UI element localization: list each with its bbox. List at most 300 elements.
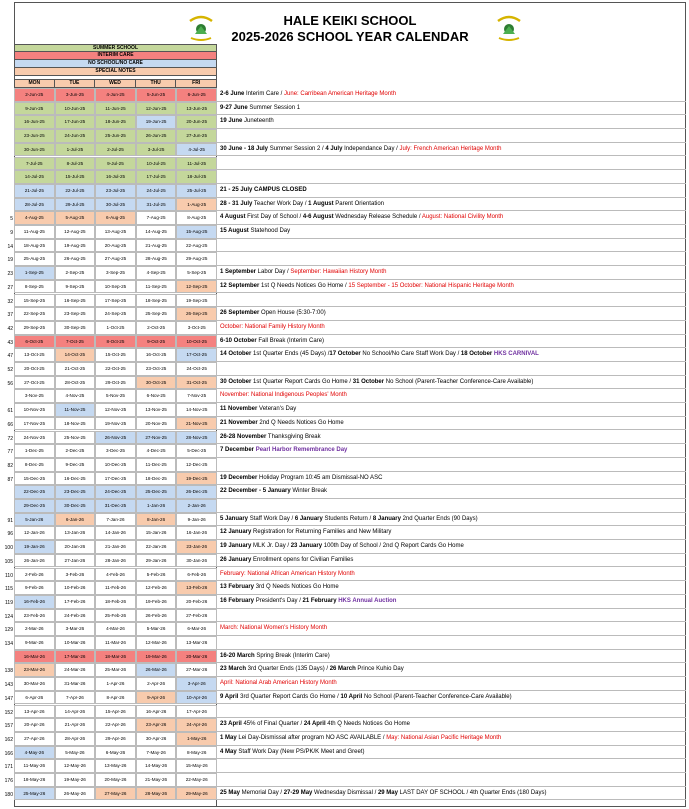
legend-item: NO SCHOOL/NO CARE bbox=[14, 60, 217, 68]
date-cell: 17-Feb-26 bbox=[55, 595, 96, 609]
date-cell: 3-Sep-25 bbox=[95, 266, 136, 280]
note-segment: 21 February bbox=[302, 597, 339, 604]
date-cell: 8-Aug-25 bbox=[176, 211, 217, 225]
date-cell: 1-May-26 bbox=[176, 732, 217, 746]
date-cell: 29-Jan-26 bbox=[136, 554, 177, 568]
week-note bbox=[217, 663, 686, 677]
date-cell: 9-Sep-25 bbox=[55, 280, 96, 294]
date-cell: 14-Jul-25 bbox=[14, 170, 55, 184]
date-cell: 13-Aug-25 bbox=[95, 225, 136, 239]
week-note bbox=[217, 198, 686, 212]
school-day-count: 166 bbox=[4, 750, 13, 757]
date-cell: 22-Aug-25 bbox=[176, 239, 217, 253]
week-note bbox=[217, 718, 686, 732]
week-row bbox=[0, 677, 689, 691]
date-cell: 24-Dec-25 bbox=[95, 485, 136, 499]
note-segment: 1 September bbox=[220, 269, 257, 276]
school-day-count: 42 bbox=[7, 325, 13, 332]
note-segment: Memorial Day / bbox=[240, 789, 284, 796]
date-cell: 6-Jun-25 bbox=[176, 88, 217, 102]
date-cell: 30-Oct-25 bbox=[136, 376, 177, 390]
date-cell: 6-Jan-26 bbox=[55, 513, 96, 527]
date-cell: 9-Feb-26 bbox=[14, 581, 55, 595]
date-cell: 1-Aug-25 bbox=[176, 198, 217, 212]
school-day-count: 23 bbox=[7, 271, 13, 278]
date-cell: 21-May-26 bbox=[136, 773, 177, 787]
note-segment: 15 August bbox=[220, 228, 249, 234]
week-row bbox=[0, 389, 689, 403]
week-note bbox=[217, 472, 686, 486]
date-cell: 5-Jan-26 bbox=[14, 513, 55, 527]
date-cell: 16-Jul-25 bbox=[95, 170, 136, 184]
date-cell: 29-Sep-25 bbox=[14, 321, 55, 335]
week-row bbox=[0, 129, 689, 143]
week-note bbox=[217, 732, 686, 746]
week-note bbox=[217, 526, 686, 540]
note-segment: 6-10 October bbox=[220, 337, 257, 344]
note-segment: 12 January bbox=[220, 529, 252, 536]
week-note bbox=[217, 88, 686, 102]
date-cell: 17-Sep-25 bbox=[95, 294, 136, 308]
note-segment: 4 July bbox=[325, 145, 343, 152]
week-row bbox=[0, 335, 689, 349]
week-note bbox=[217, 280, 686, 294]
date-cell: 22-Oct-25 bbox=[95, 362, 136, 376]
date-cell: 19-Jun-25 bbox=[136, 115, 177, 129]
date-cell: 6-Aug-25 bbox=[95, 211, 136, 225]
date-cell: 29-Jul-25 bbox=[55, 198, 96, 212]
week-note bbox=[217, 321, 686, 335]
date-cell: 9-Jul-25 bbox=[95, 157, 136, 171]
week-row bbox=[0, 718, 689, 732]
date-cell: 17-Apr-26 bbox=[176, 705, 217, 719]
note-segment: 9 April bbox=[220, 693, 239, 700]
date-cell: 8-Dec-25 bbox=[14, 458, 55, 472]
date-cell: 24-Oct-25 bbox=[176, 362, 217, 376]
note-segment: 100th Day of School / 2nd Q Report Cards Go Home bbox=[322, 543, 464, 550]
week-note bbox=[217, 554, 686, 568]
week-row bbox=[0, 663, 689, 677]
week-row bbox=[0, 650, 689, 664]
week-row bbox=[0, 431, 689, 445]
week-note bbox=[217, 184, 686, 198]
date-cell: 25-Feb-26 bbox=[95, 609, 136, 623]
note-segment: 1 August bbox=[308, 200, 334, 207]
date-cell: 3-Dec-25 bbox=[95, 444, 136, 458]
note-segment: Parent Orientation bbox=[333, 200, 384, 207]
date-cell: 18-May-26 bbox=[14, 773, 55, 787]
school-day-count: 162 bbox=[4, 736, 13, 743]
date-cell: 4-Nov-25 bbox=[55, 389, 96, 403]
week-note bbox=[217, 389, 686, 403]
note-segment: Staff Work Day (New PS/PK/K Meet and Greet) bbox=[236, 748, 365, 755]
note-segment: 1st Q Needs Notices Go Home / bbox=[259, 282, 349, 289]
school-day-count: 180 bbox=[4, 791, 13, 798]
date-cell: 16-Feb-26 bbox=[14, 595, 55, 609]
date-cell: 24-Jun-25 bbox=[55, 129, 96, 143]
school-day-count: 105 bbox=[4, 558, 13, 565]
note-segment: 3rd Quarter Report Cards Go Home / bbox=[238, 693, 341, 700]
school-day-count: 47 bbox=[7, 353, 13, 360]
date-cell: 15-Jul-25 bbox=[55, 170, 96, 184]
day-header: FRI bbox=[176, 79, 217, 88]
week-row bbox=[0, 211, 689, 225]
date-cell: 18-Jul-25 bbox=[176, 170, 217, 184]
date-cell: 6-Feb-26 bbox=[176, 568, 217, 582]
date-cell: 19-Jan-26 bbox=[14, 540, 55, 554]
date-cell: 24-Jul-25 bbox=[136, 184, 177, 198]
date-cell: 20-Feb-26 bbox=[176, 595, 217, 609]
week-note bbox=[217, 622, 686, 636]
date-cell: 20-Apr-26 bbox=[14, 718, 55, 732]
week-note bbox=[217, 595, 686, 609]
date-cell: 16-Apr-26 bbox=[136, 705, 177, 719]
date-cell: 30-Sep-25 bbox=[55, 321, 96, 335]
note-segment: June: Carribean American Heritage Month bbox=[284, 91, 397, 97]
date-cell: 22-May-26 bbox=[176, 773, 217, 787]
date-cell: 7-May-26 bbox=[136, 746, 177, 760]
note-segment: March: National Women's History Month bbox=[220, 625, 328, 632]
note-segment: 19 December bbox=[220, 474, 258, 481]
date-cell: 27-Apr-26 bbox=[14, 732, 55, 746]
date-cell: 19-Mar-26 bbox=[136, 650, 177, 664]
note-segment: Statehood Day bbox=[248, 228, 291, 234]
note-segment: Open House (5:30-7:00) bbox=[259, 310, 326, 317]
date-cell: 29-Aug-25 bbox=[176, 252, 217, 266]
note-segment: 27-29 May bbox=[283, 789, 313, 796]
date-cell: 30-Jan-26 bbox=[176, 554, 217, 568]
note-segment: Wednesday Dismissal / bbox=[312, 789, 378, 796]
date-cell: 13-Jan-26 bbox=[55, 526, 96, 540]
date-cell: 5-May-26 bbox=[55, 746, 96, 760]
note-segment: Independance Day / bbox=[342, 145, 400, 152]
date-cell: 3-Jun-25 bbox=[55, 88, 96, 102]
date-cell: 5-Nov-25 bbox=[95, 389, 136, 403]
school-day-count: 56 bbox=[7, 380, 13, 387]
date-cell: 11-Mar-26 bbox=[95, 636, 136, 650]
note-segment: 10 April bbox=[340, 693, 363, 700]
date-cell: 18-Dec-25 bbox=[136, 472, 177, 486]
date-cell: 27-Mar-26 bbox=[176, 663, 217, 677]
note-segment: February: National African American History Month bbox=[220, 570, 355, 577]
header bbox=[14, 6, 686, 44]
date-cell: 26-Jan-26 bbox=[14, 554, 55, 568]
date-cell: 2-Apr-26 bbox=[136, 677, 177, 691]
calendar-title: 2025-2026 SCHOOL YEAR CALENDAR bbox=[231, 29, 469, 44]
date-cell: 29-Apr-26 bbox=[95, 732, 136, 746]
week-note bbox=[217, 746, 686, 760]
date-cell: 23-Jun-25 bbox=[14, 129, 55, 143]
week-note bbox=[217, 252, 686, 266]
date-cell: 24-Mar-26 bbox=[55, 663, 96, 677]
week-note bbox=[217, 225, 686, 239]
school-day-count: 72 bbox=[7, 435, 13, 442]
date-cell: 2-Mar-26 bbox=[14, 622, 55, 636]
date-cell: 26-Dec-25 bbox=[176, 485, 217, 499]
date-cell: 10-Oct-25 bbox=[176, 335, 217, 349]
week-row bbox=[0, 595, 689, 609]
date-cell: 9-Mar-26 bbox=[14, 636, 55, 650]
week-row bbox=[0, 636, 689, 650]
note-segment: Spring Break (Interim Care) bbox=[254, 652, 330, 659]
date-cell: 10-Dec-25 bbox=[95, 458, 136, 472]
date-cell: 23-Apr-26 bbox=[136, 718, 177, 732]
school-day-count: 5 bbox=[10, 216, 13, 223]
date-cell: 25-Jul-25 bbox=[176, 184, 217, 198]
week-note bbox=[217, 102, 686, 116]
date-cell: 11-Jul-25 bbox=[176, 157, 217, 171]
week-row bbox=[0, 184, 689, 198]
date-cell: 15-Sep-25 bbox=[14, 294, 55, 308]
note-segment: Summer Session 1 bbox=[247, 104, 301, 111]
week-row bbox=[0, 458, 689, 472]
note-segment: 25 May bbox=[220, 789, 241, 796]
week-row bbox=[0, 348, 689, 362]
week-row bbox=[0, 321, 689, 335]
date-cell: 24-Sep-25 bbox=[95, 307, 136, 321]
school-day-count: 110 bbox=[5, 572, 13, 579]
note-segment: Pearl Harbor Remembrance Day bbox=[255, 447, 348, 454]
date-cell: 19-Feb-26 bbox=[136, 595, 177, 609]
note-segment: 6 January bbox=[294, 515, 323, 522]
week-row bbox=[0, 362, 689, 376]
note-segment: Staff Work Day / bbox=[248, 515, 295, 522]
date-cell: 5-Mar-26 bbox=[136, 622, 177, 636]
date-cell: 8-Oct-25 bbox=[95, 335, 136, 349]
week-row bbox=[0, 485, 689, 499]
note-segment: 8 January bbox=[372, 515, 401, 522]
date-cell: 25-Sep-25 bbox=[136, 307, 177, 321]
note-segment: 9-27 June bbox=[220, 104, 248, 111]
week-note bbox=[217, 540, 686, 554]
week-note bbox=[217, 787, 686, 801]
school-day-count: 119 bbox=[5, 599, 13, 606]
week-note bbox=[217, 444, 686, 458]
date-cell: 1-Dec-25 bbox=[14, 444, 55, 458]
school-day-count: 43 bbox=[7, 339, 13, 346]
date-cell: 13-Feb-26 bbox=[176, 581, 217, 595]
date-cell: 19-May-26 bbox=[55, 773, 96, 787]
note-segment: 1st Quarter Report Cards Go Home / bbox=[251, 378, 353, 385]
week-note bbox=[217, 636, 686, 650]
school-day-count: 138 bbox=[4, 668, 13, 675]
note-segment: 4th Q Needs Notices Go Home bbox=[325, 721, 410, 728]
week-note bbox=[217, 335, 686, 349]
week-row bbox=[0, 513, 689, 527]
week-row bbox=[0, 376, 689, 390]
school-day-count: 66 bbox=[7, 421, 13, 428]
week-note bbox=[217, 485, 686, 499]
date-cell: 7-Nov-25 bbox=[176, 389, 217, 403]
day-header: WED bbox=[95, 79, 136, 88]
note-segment: 19 January bbox=[220, 543, 252, 550]
date-cell: 25-Dec-25 bbox=[136, 485, 177, 499]
week-note bbox=[217, 294, 686, 308]
date-cell: 17-Jun-25 bbox=[55, 115, 96, 129]
date-cell: 20-Jan-26 bbox=[55, 540, 96, 554]
note-segment: 26-28 November bbox=[220, 433, 267, 440]
date-cell: 18-Mar-26 bbox=[95, 650, 136, 664]
date-cell: 1-Oct-25 bbox=[95, 321, 136, 335]
note-segment: Lei Day-Dismissal after program NO ASC AVAILABLE / bbox=[236, 734, 387, 741]
date-cell: 25-Jun-25 bbox=[95, 129, 136, 143]
date-cell: 13-Mar-26 bbox=[176, 636, 217, 650]
date-cell: 21-Jan-26 bbox=[95, 540, 136, 554]
week-note bbox=[217, 211, 686, 225]
date-cell: 6-Nov-25 bbox=[136, 389, 177, 403]
week-row bbox=[0, 526, 689, 540]
date-cell: 23-Oct-25 bbox=[136, 362, 177, 376]
date-cell: 12-Feb-26 bbox=[136, 581, 177, 595]
date-cell: 10-Feb-26 bbox=[55, 581, 96, 595]
date-cell: 13-May-26 bbox=[95, 759, 136, 773]
week-row bbox=[0, 691, 689, 705]
date-cell: 9-Dec-25 bbox=[55, 458, 96, 472]
week-row bbox=[0, 266, 689, 280]
note-segment: HKS CARNIVAL bbox=[493, 351, 539, 358]
week-note bbox=[217, 499, 686, 513]
date-cell: 20-Mar-26 bbox=[176, 650, 217, 664]
week-note bbox=[217, 362, 686, 376]
date-cell: 24-Nov-25 bbox=[14, 431, 55, 445]
note-segment: Fall Break (Interim Care) bbox=[256, 337, 325, 344]
date-cell: 2-Oct-25 bbox=[136, 321, 177, 335]
week-note bbox=[217, 705, 686, 719]
date-cell: 1-Sep-25 bbox=[14, 266, 55, 280]
school-day-count: 157 bbox=[4, 723, 13, 730]
date-cell: 3-Oct-25 bbox=[176, 321, 217, 335]
date-cell: 18-Feb-26 bbox=[95, 595, 136, 609]
date-cell: 4-Aug-25 bbox=[14, 211, 55, 225]
date-cell: 19-Dec-25 bbox=[176, 472, 217, 486]
note-segment: 4-6 August bbox=[302, 214, 334, 221]
date-cell: 26-Feb-26 bbox=[136, 609, 177, 623]
date-cell: 26-Nov-25 bbox=[95, 431, 136, 445]
date-cell: 20-Jun-25 bbox=[176, 115, 217, 129]
note-segment: 23 March bbox=[220, 666, 247, 673]
day-header: MON bbox=[14, 79, 55, 88]
date-cell: 13-Oct-25 bbox=[14, 348, 55, 362]
note-segment: MLK Jr. Day / bbox=[251, 543, 291, 550]
school-day-count: 19 bbox=[7, 257, 13, 264]
date-cell: 2-Jan-26 bbox=[176, 499, 217, 513]
date-cell: 30-Mar-26 bbox=[14, 677, 55, 691]
school-logo-right bbox=[496, 12, 522, 42]
date-cell: 15-Jan-26 bbox=[136, 526, 177, 540]
day-header: TUE bbox=[55, 79, 96, 88]
date-cell: 17-Nov-25 bbox=[14, 417, 55, 431]
date-cell: 12-May-26 bbox=[55, 759, 96, 773]
date-cell: 13-Nov-25 bbox=[136, 403, 177, 417]
day-header: THU bbox=[136, 79, 177, 88]
note-segment: 22 December - 5 January bbox=[220, 488, 291, 495]
date-cell: 10-Nov-25 bbox=[14, 403, 55, 417]
date-cell: 17-Jul-25 bbox=[136, 170, 177, 184]
school-day-count: 100 bbox=[4, 545, 13, 552]
date-cell: 26-Jun-25 bbox=[136, 129, 177, 143]
school-day-count: 96 bbox=[7, 531, 13, 538]
date-cell: 31-Oct-25 bbox=[176, 376, 217, 390]
note-segment: 26 January bbox=[220, 556, 252, 563]
note-segment: Enrollment opens for Civilian Families bbox=[251, 556, 354, 563]
note-segment: 3rd Q Needs Notices Go Home bbox=[254, 584, 339, 591]
date-cell: 15-Aug-25 bbox=[176, 225, 217, 239]
school-day-count: 52 bbox=[7, 367, 13, 373]
school-day-count: 171 bbox=[4, 764, 13, 771]
week-row bbox=[0, 157, 689, 171]
date-cell: 22-Sep-25 bbox=[14, 307, 55, 321]
date-cell: 3-Apr-26 bbox=[176, 677, 217, 691]
date-cell: 31-Jul-25 bbox=[136, 198, 177, 212]
date-cell: 20-May-26 bbox=[95, 773, 136, 787]
date-cell: 2-Jul-25 bbox=[95, 143, 136, 157]
date-cell: 5-Aug-25 bbox=[55, 211, 96, 225]
date-cell: 23-Jan-26 bbox=[176, 540, 217, 554]
date-cell: 8-Jul-25 bbox=[55, 157, 96, 171]
date-cell: 26-Aug-25 bbox=[55, 252, 96, 266]
date-cell: 28-May-26 bbox=[136, 787, 177, 801]
note-segment: Holiday Program 10:45 am Dismissal-NO ASC bbox=[257, 474, 383, 481]
note-segment: 17 October bbox=[329, 351, 361, 358]
date-cell: 19-Sep-25 bbox=[176, 294, 217, 308]
week-row bbox=[0, 773, 689, 787]
date-cell: 16-Sep-25 bbox=[55, 294, 96, 308]
date-cell: 7-Jul-25 bbox=[14, 157, 55, 171]
date-cell: 9-Jun-25 bbox=[14, 102, 55, 116]
date-cell: 26-Mar-26 bbox=[136, 663, 177, 677]
date-cell: 11-Aug-25 bbox=[14, 225, 55, 239]
note-segment: 29 May bbox=[377, 789, 398, 796]
date-cell: 30-Jul-25 bbox=[95, 198, 136, 212]
date-cell: 14-Nov-25 bbox=[176, 403, 217, 417]
week-note bbox=[217, 568, 686, 582]
date-cell: 28-Oct-25 bbox=[55, 376, 96, 390]
date-cell: 3-Feb-26 bbox=[55, 568, 96, 582]
note-segment: August: National Civility Month bbox=[421, 214, 504, 221]
school-day-count: 152 bbox=[4, 709, 13, 716]
date-cell: 31-Dec-25 bbox=[95, 499, 136, 513]
note-segment: Registration for Returning Families and New Military bbox=[251, 529, 392, 536]
note-segment: 2nd Quarter Ends (90 Days) bbox=[400, 515, 478, 522]
note-segment: 28 - 31 July bbox=[220, 200, 253, 207]
date-cell: 4-Jul-25 bbox=[176, 143, 217, 157]
school-day-count: 77 bbox=[7, 449, 13, 456]
note-segment: April: National Arab American History Month bbox=[220, 680, 337, 687]
date-cell: 7-Oct-25 bbox=[55, 335, 96, 349]
date-cell: 8-Sep-25 bbox=[14, 280, 55, 294]
note-segment: 2nd Q Needs Notices Go Home bbox=[257, 419, 344, 426]
note-segment: 23 January bbox=[290, 543, 323, 550]
date-cell: 21-Oct-25 bbox=[55, 362, 96, 376]
note-segment: 16-20 March bbox=[220, 652, 255, 659]
date-cell: 14-May-26 bbox=[136, 759, 177, 773]
week-note bbox=[217, 307, 686, 321]
school-day-count: 124 bbox=[4, 613, 13, 620]
date-cell: 10-Apr-26 bbox=[176, 691, 217, 705]
week-row bbox=[0, 705, 689, 719]
date-cell: 28-Nov-25 bbox=[176, 431, 217, 445]
date-cell: 4-Jun-25 bbox=[95, 88, 136, 102]
date-cell: 27-May-26 bbox=[95, 787, 136, 801]
date-cell: 23-Feb-26 bbox=[14, 609, 55, 623]
week-note bbox=[217, 431, 686, 445]
week-note bbox=[217, 691, 686, 705]
note-segment: Winter Break bbox=[290, 488, 328, 495]
note-segment: 31 October bbox=[352, 378, 385, 385]
note-segment: Thanksgiving Break bbox=[266, 433, 321, 440]
note-segment: September: Hawaiian History Month bbox=[290, 269, 387, 276]
week-row bbox=[0, 198, 689, 212]
